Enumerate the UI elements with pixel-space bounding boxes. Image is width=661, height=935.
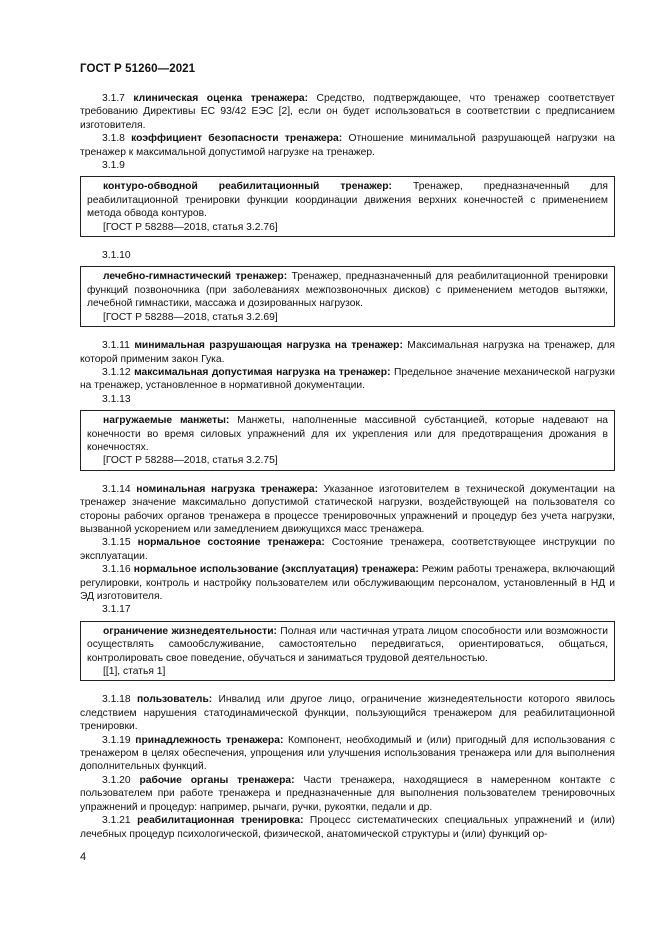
quoted-term-box [80, 266, 615, 327]
term-reference: [ГОСТ Р 58288—2018, статья 3.2.76] [103, 221, 278, 233]
quoted-term-box [80, 621, 615, 682]
page-number: 4 [80, 851, 87, 863]
term-number: 3.1.17 [102, 604, 131, 616]
term-entry: 3.1.15 нормальное состояние тренажера: Состояние тренажера, соответствующее инструкции по эксплуатации. [80, 537, 615, 562]
term-number: 3.1.10 [102, 250, 131, 262]
term-entry: 3.1.12 максимальная допустимая нагрузка на тренажер: Предельное значение механической нагрузки на тренажер, установленное в нормативной документации. [80, 366, 615, 392]
term-entry: контуро-обводной реабилитационный тренажер: Тренажер, предназначенный для реабилитационной тренировки функции координации движения верхних конечностей с применением метода обвода контуров. [87, 181, 608, 220]
term-entry: 3.1.21 реабилитационная тренировка: Процесс систематических специальных упражнений и (или) лечебных процедур психологической, физической, анатомической структуры и (или) функций ор- [80, 815, 615, 840]
term-entry: 3.1.11 минимальная разрушающая нагрузка на тренажер: Максимальная нагрузка на тренажер, для которой применим закон Гука. [80, 340, 615, 365]
term-entry: 3.1.20 рабочие органы тренажера: Части тренажера, находящиеся в намеренном контакте с пользователем при работе тренажера и предназначенные для выполнения пользователем тренировочных упражнений и процедур: например, рычаги, ручки, рукоятки, педали и др. [80, 774, 615, 813]
term-reference: [[1], статья 1] [103, 666, 166, 678]
quoted-term-box [80, 176, 615, 237]
term-entry: ограничение жизнедеятельности: Полная или частичная утрата лицом способности или возможности осуществлять самообслуживание, самостоятельно передвигаться, ориентироваться, общаться, контролировать свое поведение, обучаться и заниматься трудовой деятельностью. [87, 625, 608, 664]
term-entry: лечебно-гимнастический тренажер: Тренажер, предназначенный для реабилитационной тренировки функций позвоночника (при заболеваниях межпозвоночных дисков) с применением методов вытяжки, лечебной гимнастики, массажа и дозированных нагрузок. [87, 271, 608, 310]
document-body [80, 92, 615, 841]
term-entry: 3.1.7 клиническая оценка тренажера: Средство, подтверждающее, что тренажер соответствует требованию Директивы ЕС 93/42 ЕЭС [2], если он будет использоваться в соответствии с предписанием изготовителя. [80, 93, 615, 131]
term-entry: 3.1.16 нормальное использование (эксплуатация) тренажера: Режим работы тренажера, включающий регулировки, контроль и настройку пользователем или обслуживающим персоналом, установленный в НД и ЭД изготовителя. [80, 564, 615, 602]
quoted-term-box [80, 410, 615, 471]
term-reference: [ГОСТ Р 58288—2018, статья 3.2.75] [103, 455, 278, 467]
term-number: 3.1.9 [102, 160, 125, 172]
term-entry: 3.1.19 принадлежность тренажера: Компонент, необходимый и (или) пригодный для использования с тренажером в целях обеспечения, упрощения или улучшения использования тренажера или для выполнения дополнительных функций. [80, 734, 615, 773]
term-entry: 3.1.8 коэффициент безопасности тренажера: Отношение минимальной разрушающей нагрузки на тренажер к максимальной допустимой нагрузке на тренажер. [80, 133, 615, 158]
term-entry: нагружаемые манжеты: Манжеты, наполненные массивной субстанцией, которые надевают на конечности во время силовых упражнений для их укрепления или для предотвращения дрожания в конечностях. [87, 415, 608, 453]
term-entry: 3.1.14 номинальная нагрузка тренажера: Указанное изготовителем в технической документации на тренажер значение максимально допустимой статической нагрузки, воздействующей на пользователя со стороны рабочих органов тренажера в процессе тренировочных упражнений и процедур без учета нагрузки, вызванной ускорением или замедлением движущихся масс тренажера. [80, 483, 615, 535]
term-number: 3.1.13 [102, 393, 131, 405]
term-entry: 3.1.18 пользователь: Инвалид или другое лицо, ограничение жизнедеятельности которого явилось следствием нарушения статодинамической функции, пользующийся тренажером для реабилитационной тренировки. [80, 694, 615, 733]
term-reference: [ГОСТ Р 58288—2018, статья 3.2.69] [103, 311, 278, 323]
document-header: ГОСТ Р 51260—2021 [80, 63, 196, 75]
